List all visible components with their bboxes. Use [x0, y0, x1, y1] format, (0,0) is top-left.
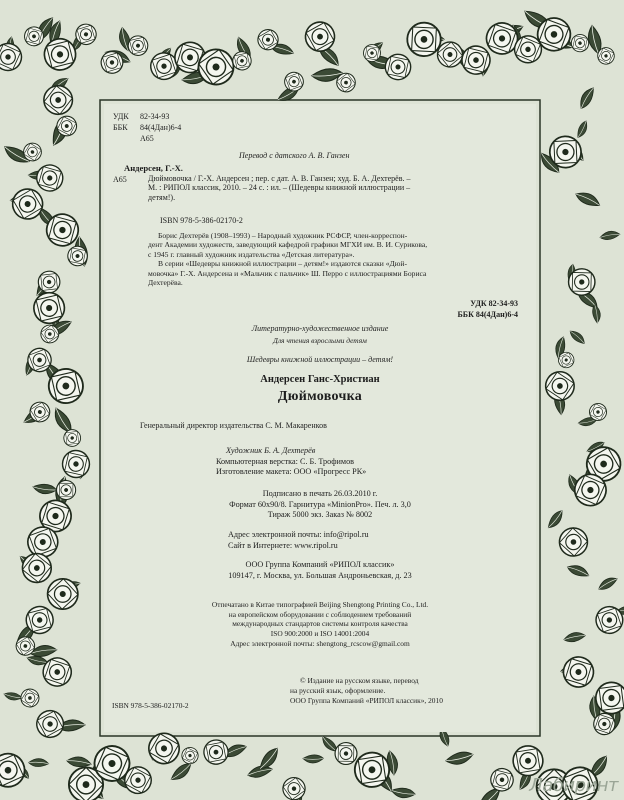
printer-line: на европейском оборудовании с соблюдением требований — [228, 609, 412, 619]
publisher-info — [104, 560, 536, 581]
publisher-line: ООО Группа Компаний «РИПОЛ классик» — [245, 560, 395, 569]
print-line: Подписано в печать 26.03.2010 г. — [262, 489, 378, 498]
copyright-line: на русский язык, оформление. — [290, 685, 386, 695]
udk-label: УДК — [113, 112, 129, 121]
printer-info — [104, 600, 536, 648]
print-line: Формат 60x90/8. Гарнитура «MinionPro». Печ. л. 3,0 — [229, 499, 411, 509]
annotation-line: В серии «Шедевры книжной иллюстрации – детям!» издаются сказки «Дюй- — [158, 259, 407, 269]
biblio-record — [148, 174, 532, 202]
bbk-value: 84(4Дан)6-4 — [140, 123, 182, 132]
bbk-right: ББК 84(4Дан)6-4 — [457, 310, 518, 319]
printer-line: ISO 900:2000 и ISO 14001:2004 — [270, 628, 370, 638]
biblio-line: Дюймовочка / Г.-Х. Андерсен ; пер. с дат. А. В. Ганзен; худ. Б. А. Дехтерёв. – — [148, 174, 411, 183]
director-line: Генеральный директор издательства С. М. Макаренков — [140, 421, 327, 430]
copyright-line: © Издание на русском языке, перевод — [300, 676, 419, 685]
copyright-line: ООО Группа Компаний «РИПОЛ классик», 2010 — [290, 695, 443, 705]
contact-line: Адрес электронной почты: info@ripol.ru — [228, 530, 369, 539]
print-line: Тираж 5000 экз. Заказ № 8002 — [267, 510, 373, 519]
author-index-top: А65 — [140, 134, 154, 143]
translator-line: Перевод с датского А. В. Ганзен — [239, 151, 350, 160]
annotation-line: с 1945 г. главный художник издательства «Детская литература». — [148, 249, 355, 259]
annotation-line: Дехтерёва. — [148, 278, 183, 288]
author-heading: Андерсен, Г.-Х. — [124, 163, 183, 173]
contacts — [228, 530, 369, 551]
bbk-label: ББК — [113, 123, 128, 132]
udk-value: 82-34-93 — [140, 112, 170, 121]
printer-line: Адрес электронной почты: shengtong_rcscow@gmail.com — [230, 638, 410, 648]
credits — [216, 446, 516, 478]
author-full-name: Андерсен Ганс-Христиан — [260, 374, 380, 385]
imprint-page — [104, 104, 536, 732]
store-watermark: Лабиринт — [529, 775, 618, 796]
contact-line: Сайт в Интернете: www.ripol.ru — [228, 540, 338, 550]
udk-right: УДК 82-34-93 — [470, 299, 518, 308]
credit-line: Художник Б. А. Дехтерёв — [226, 446, 316, 455]
biblio-line: детям!). — [148, 192, 176, 202]
publisher-line: 109147, г. Москва, ул. Большая Андроньевская, д. 23 — [228, 570, 412, 580]
credit-line: Компьютерная верстка: С. Б. Трофимов — [216, 456, 355, 466]
credit-line: Изготовление макета: ООО «Прогресс РК» — [216, 467, 367, 476]
annotation — [148, 231, 532, 288]
edition-type: Литературно-художественное издание — [251, 324, 389, 333]
annotation-line: Борис Дехтерёв (1908–1993) – Народный художник РСФСР, член-корреспон- — [158, 231, 408, 240]
biblio-line: М. : РИПОЛ классик, 2010. – 24 с. : ил. – (Шедевры книжной иллюстрации – — [148, 183, 411, 193]
print-info — [104, 489, 536, 521]
isbn-main: ISBN 978-5-386-02170-2 — [160, 216, 243, 225]
author-index-left: А65 — [113, 175, 127, 184]
annotation-line: мовочка» Г.-Х. Андерсена и «Мальчик с пальчик» Ш. Перро с иллюстрациями Бориса — [148, 268, 427, 278]
book-title: Дюймовочка — [277, 389, 363, 404]
annotation-line: дент Академии художеств, заведующий кафедрой графики МГХИ им. В. И. Сурикова, — [148, 240, 428, 250]
audience: Для чтения взрослыми детям — [273, 336, 367, 345]
copyright — [290, 676, 443, 706]
series-name: Шедевры книжной иллюстрации – детям! — [246, 355, 394, 364]
printer-line: международных стандартов системы контроля качества — [232, 619, 408, 629]
printer-line: Отпечатано в Китае типографией Beijing Shengtong Printing Co., Ltd. — [211, 600, 429, 609]
isbn-bottom: ISBN 978-5-386-02170-2 — [112, 701, 189, 710]
